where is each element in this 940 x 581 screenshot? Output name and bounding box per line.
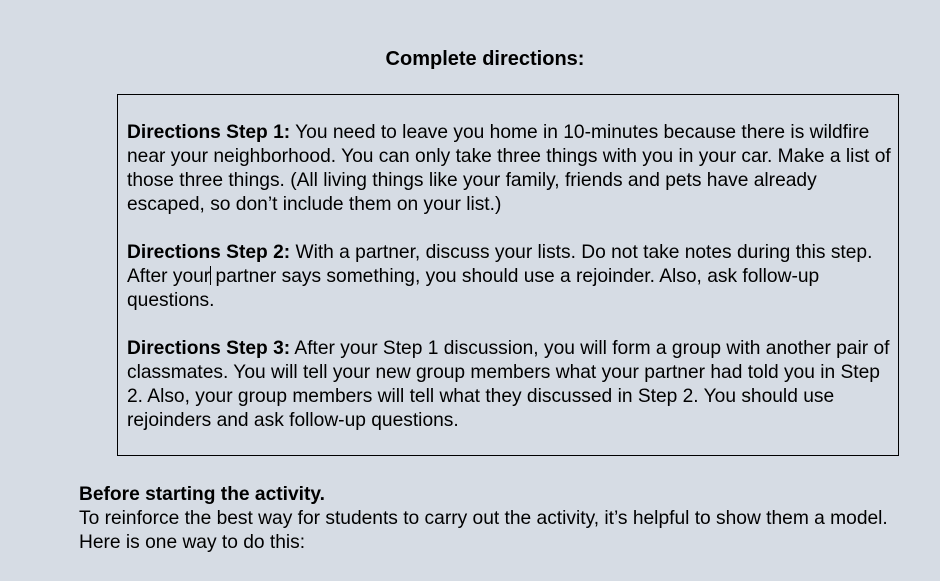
step-3-text: After your Step 1 discussion, you will form a group with another pair of classmates. You will tell your new group members what your partner had told you in Step 2. Also, your group members will tell what they discussed in Step 2. You should use rejoinders and ask follow-up questions. [127, 338, 890, 431]
step-1-text: You need to leave you home in 10-minutes because there is wildfire near your neighborhood. You can only take three things with you in your car. Make a list of those three things. (All living things like your family, friends and pets have already escaped, so don’t include them on your list.) [127, 122, 891, 215]
step-2-text-start: With a partner, discuss your lists. Do not take notes during this step. After your [127, 242, 873, 287]
directions-step-2[interactable] [127, 241, 897, 313]
directions-step-1 [127, 121, 897, 217]
step-1-label: Directions Step 1: [127, 122, 291, 143]
before-activity-title: Before starting the activity. [79, 484, 325, 505]
directions-box [117, 94, 899, 456]
before-activity-section [79, 483, 899, 555]
directions-step-3 [127, 337, 897, 433]
page-heading: Complete directions: [385, 48, 585, 70]
step-3-label: Directions Step 3: [127, 338, 291, 359]
step-2-text-end: partner says something, you should use a rejoinder. Also, ask follow-up questions. [127, 266, 820, 311]
step-2-label: Directions Step 2: [127, 242, 291, 263]
before-activity-text: To reinforce the best way for students to carry out the activity, it’s helpful to show them a model. Here is one way to do this: [79, 508, 888, 553]
